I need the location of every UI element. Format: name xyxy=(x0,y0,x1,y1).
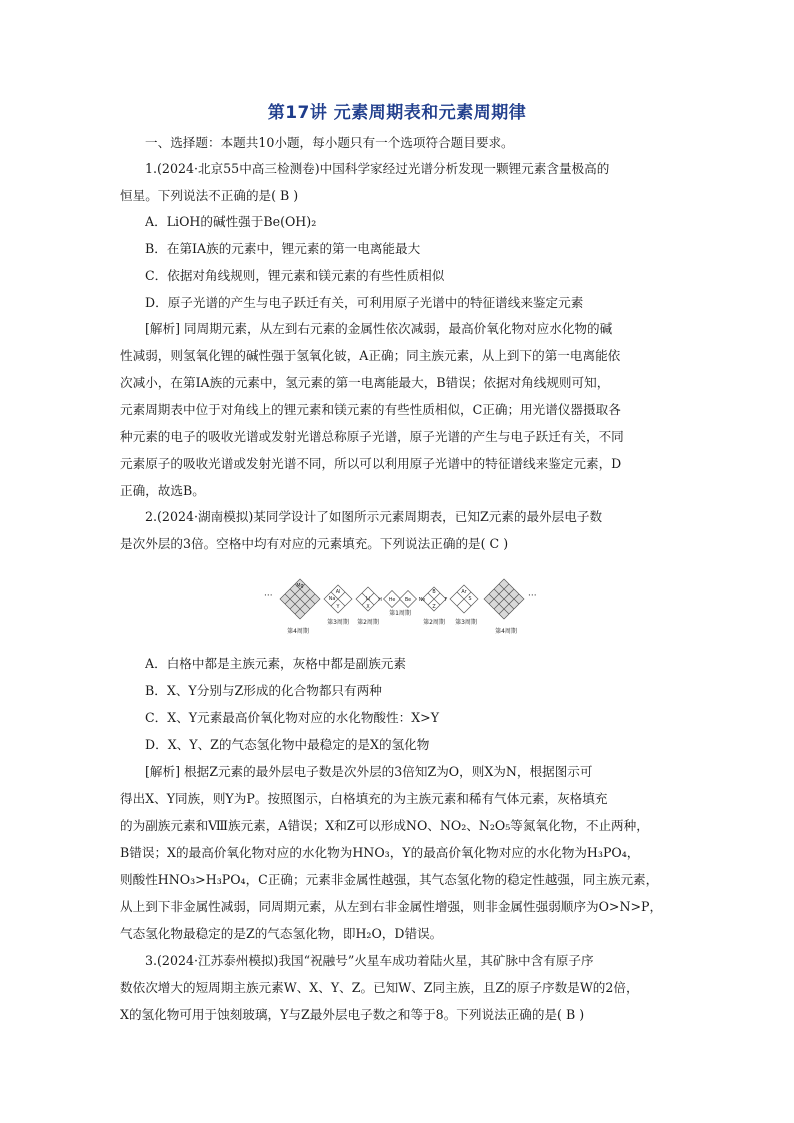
period-label-1: 第1周期 xyxy=(389,610,411,617)
q3-stem-line-1: 3.(2024·江苏泰州模拟)我国“祝融号”火星车成功着陆火星，其矿脉中含有原子序 xyxy=(145,953,594,968)
cell-label-5: X xyxy=(366,605,370,610)
period-label-3-left: 第3周期 xyxy=(327,619,349,626)
q2-option-c: C．X、Y元素最高价氧化物对应的水化物酸性：X>Y xyxy=(145,710,440,725)
period-label-4-right: 第4周期 xyxy=(495,628,517,635)
q1-analysis-line-7: 正确，故选B。 xyxy=(120,483,205,498)
q1-option-d: D．原子光谱的产生与电子跃迁有关，可利用原子光谱中的特征谱线来鉴定元素 xyxy=(145,295,584,310)
q2-analysis-line-2: 得出X、Y同族，则Y为P。按照图示，白格填充的为主族元素和稀有气体元素，灰格填充 xyxy=(120,791,608,806)
cell-label-2: Al xyxy=(335,590,341,595)
q2-analysis-line-1: [解析] 根据Z元素的最外层电子数是次外层的3倍知Z为O，则X为N，根据图示可 xyxy=(145,764,593,779)
q2-analysis-line-4: B错误；X的最高价氧化物对应的水化物为HNO₃，Y的最高价氧化物对应的水化物为H₃PO₄， xyxy=(120,845,640,860)
cell-label-11: B xyxy=(432,590,436,595)
cell-label-12: Z xyxy=(432,605,436,610)
section-heading: 一、选择题：本题共10小题，每小题只有一个选项符合题目要求。 xyxy=(145,135,514,150)
right-ellipsis: ··· xyxy=(528,591,537,601)
q1-analysis-line-6: 元素原子的吸收光谱或发射光谱不同，所以可以利用原子光谱中的特征谱线来鉴定元素，D xyxy=(120,456,622,471)
q2-analysis-line-7: 气态氢化物最稳定的是Z的气态氢化物，即H₂O，D错误。 xyxy=(120,926,443,941)
q2-stem-line-2: 是次外层的3倍。空格中均有对应的元素填充。下列说法正确的是( C ) xyxy=(120,536,509,551)
q1-option-c: C．依据对角线规则，锂元素和镁元素的有些性质相似 xyxy=(145,268,445,283)
q1-analysis-line-1: [解析] 同周期元素，从左到右元素的金属性依次减弱，最高价氧化物对应水化物的碱 xyxy=(145,321,613,336)
cell-label-1: Mg xyxy=(296,584,304,589)
q3-stem-line-2: 数依次增大的短周期主族元素W、X、Y、Z。已知W、Z同主族，且Z的原子序数是W的2倍， xyxy=(120,980,639,995)
left-ellipsis: ··· xyxy=(264,591,273,601)
q1-analysis-line-2: 性减弱，则氢氧化锂的碱性强于氢氧化铍，A正确；同主族元素，从上到下的第一电离能依 xyxy=(120,348,621,363)
q1-analysis-line-3: 次减小，在第ⅠA族的元素中，氢元素的第一电离能最大，B错误；依据对角线规则可知， xyxy=(120,375,610,390)
period-label-2-left: 第2周期 xyxy=(357,619,379,626)
cell-label-10: Ne xyxy=(418,598,426,603)
period-label-3-right: 第3周期 xyxy=(455,619,477,626)
q2-analysis-line-3: 的为副族元素和Ⅷ族元素，A错误；X和Z可以形成NO、NO₂、N₂O₅等氮氧化物，不止两种， xyxy=(120,818,649,833)
cell-label-7: He xyxy=(388,598,396,603)
period-label-4-left: 第4周期 xyxy=(287,628,309,635)
q1-stem-line-1: 1.(2024·北京55中高三检测卷)中国科学家经过光谱分析发现一颗锂元素含量极高的 xyxy=(145,161,610,176)
q2-analysis-line-5: 则酸性HNO₃>H₃PO₄，C正确；元素非金属性越强，其气态氢化物的稳定性越强，同主族元素， xyxy=(120,872,659,887)
cell-label-14: Ar xyxy=(461,590,467,595)
q1-stem-line-2: 恒星。下列说法不正确的是( B ) xyxy=(120,188,299,203)
cell-label-6: Li xyxy=(365,597,371,602)
cell-label-4: Y xyxy=(336,605,340,610)
q3-stem-line-3: X的氢化物可用于蚀刻玻璃，Y与Z最外层电子数之和等于8。下列说法正确的是( B ) xyxy=(120,1007,585,1022)
cell-label-15: S xyxy=(468,597,472,602)
q2-option-a: A．白格中都是主族元素，灰格中都是副族元素 xyxy=(145,656,406,671)
q1-analysis-line-5: 种元素的电子的吸收光谱或发射光谱总称原子光谱，原子光谱的产生与电子跃迁有关，不同 xyxy=(120,429,624,444)
q2-option-b: B．X、Y分别与Z形成的化合物都只有两种 xyxy=(145,683,382,698)
page-title: 第17讲 元素周期表和元素周期律 xyxy=(267,103,527,123)
q1-option-b: B．在第ⅠA族的元素中，锂元素的第一电离能最大 xyxy=(145,241,421,256)
q1-option-a: A．LiOH的碱性强于Be(OH)₂ xyxy=(145,214,317,229)
cell-label-3: Na xyxy=(328,597,336,602)
q2-option-d: D．X、Y、Z的气态氢化物中最稳定的是X的氢化物 xyxy=(145,737,430,752)
period-label-2-right: 第2周期 xyxy=(423,619,445,626)
q2-analysis-line-6: 从上到下非金属性减弱，同周期元素，从左到右非金属性增强，则非金属性强弱顺序为O>N>P， xyxy=(120,899,663,914)
cell-label-8: H xyxy=(378,598,382,603)
q2-stem-line-1: 2.(2024·湖南模拟)某同学设计了如图所示元素周期表，已知Z元素的最外层电子数 xyxy=(145,509,603,524)
q1-analysis-line-4: 元素周期表中位于对角线上的锂元素和镁元素的有些性质相似，C正确；用光谱仪器摄取各 xyxy=(120,402,621,417)
periodic-table-diagram xyxy=(262,575,542,641)
cell-label-13: F xyxy=(444,598,448,603)
cell-label-9: Be xyxy=(404,598,412,603)
